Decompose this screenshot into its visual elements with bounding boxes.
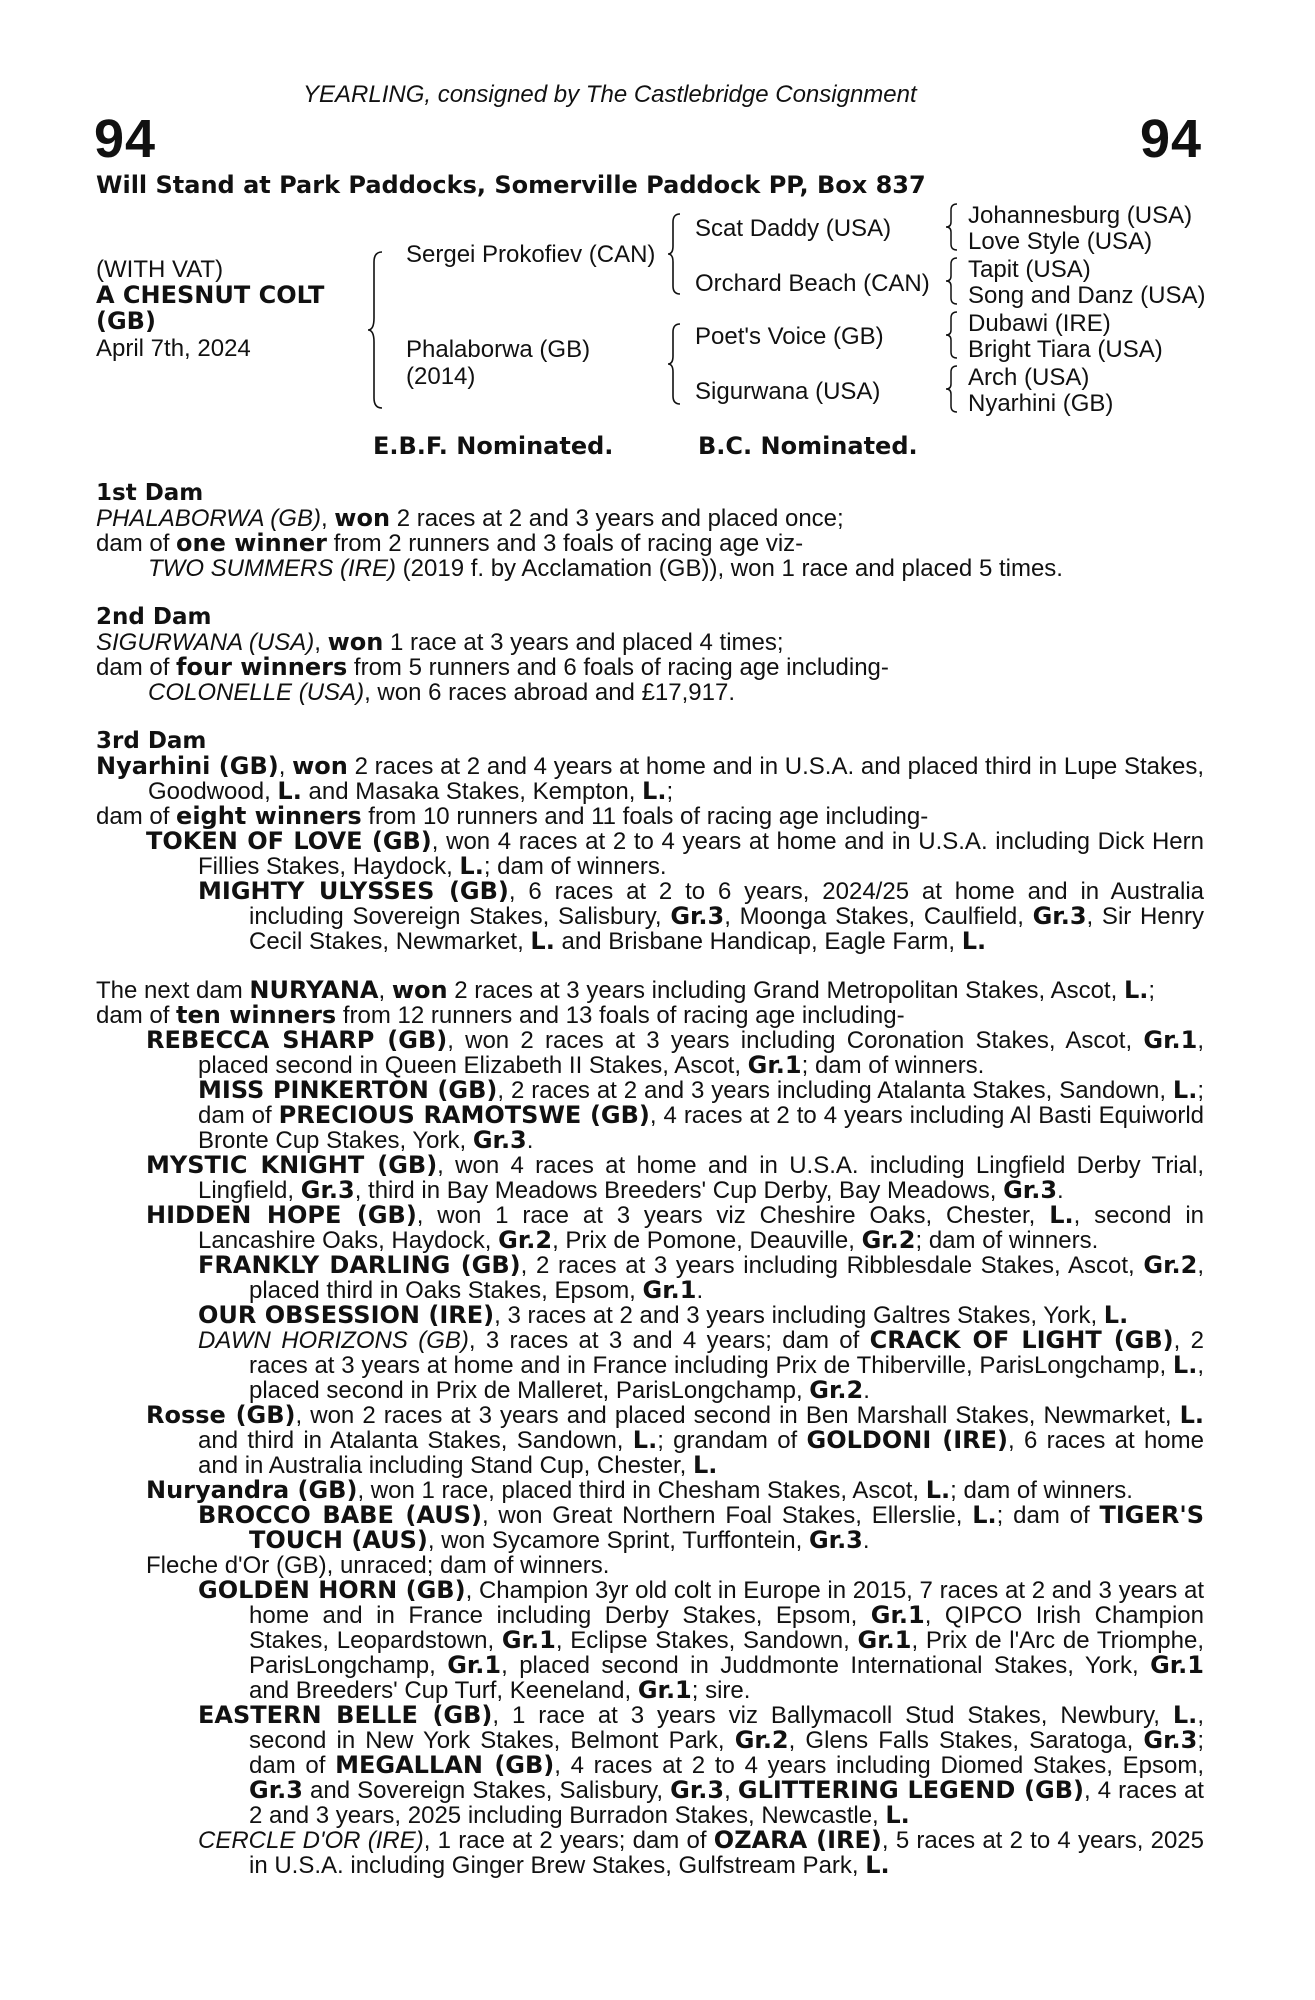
horse-name: A CHESNUT COLT xyxy=(96,281,325,309)
third-dam-heading: 3rd Dam xyxy=(96,728,207,754)
pedigree-brace-g2 xyxy=(946,256,960,306)
lot-number-right: 94 xyxy=(1140,109,1203,169)
pedigree-brace-g4 xyxy=(946,364,960,414)
produce-rosse: Rosse (GB), won 2 races at 3 years and placed second in Ben Marshall Stakes, Newmarket, L. and third in Atalanta Stakes, Sandown, L.; grandam of GOLDONI (IRE), 6 races at home and in Australia including Stand Cup, Chester, L. xyxy=(146,1401,1204,1479)
sire-name: Sergei Prokofiev (CAN) xyxy=(406,241,656,268)
second-dam-record: SIGURWANA (USA), won 1 race at 3 years and placed 4 times; xyxy=(96,628,784,656)
ancestor-arch: Arch (USA) xyxy=(968,364,1090,391)
produce-frankly-darling: FRANKLY DARLING (GB), 2 races at 3 years including Ribblesdale Stakes, Ascot, Gr.2, placed third in Oaks Stakes, Epsom, Gr.1. xyxy=(198,1251,1204,1304)
horse-country: (GB) xyxy=(96,307,156,335)
ancestor-song-and-danz: Song and Danz (USA) xyxy=(968,282,1206,309)
ancestor-johannesburg: Johannesburg (USA) xyxy=(968,202,1193,229)
third-dam-produce-token-of-love: TOKEN OF LOVE (GB), won 4 races at 2 to 4 years at home and in U.S.A. including Dick Hern Fillies Stakes, Haydock, L.; dam of winners. xyxy=(146,827,1204,880)
lot-number-left: 94 xyxy=(94,109,157,169)
ancestor-bright-tiara: Bright Tiara (USA) xyxy=(968,336,1163,363)
second-dam-produce-summary: dam of four winners from 5 runners and 6 foals of racing age including- xyxy=(96,653,889,681)
ebf-nomination: E.B.F. Nominated. xyxy=(373,432,614,460)
second-dam-produce: COLONELLE (USA), won 6 races abroad and £17,917. xyxy=(148,679,735,706)
first-dam-heading: 1st Dam xyxy=(96,480,204,506)
first-dam-produce-summary: dam of one winner from 2 runners and 3 foals of racing age viz- xyxy=(96,529,804,557)
produce-fleche-dor: Fleche d'Or (GB), unraced; dam of winners. xyxy=(146,1552,610,1579)
sire-dam-name: Orchard Beach (CAN) xyxy=(695,270,930,297)
produce-rebecca-sharp: REBECCA SHARP (GB), won 2 races at 3 years including Coronation Stakes, Ascot, Gr.1, placed second in Queen Elizabeth II Stakes, Ascot, Gr.1; dam of winners. xyxy=(146,1026,1204,1079)
pedigree-brace-sire xyxy=(668,212,684,296)
dam-name: Phalaborwa (GB) xyxy=(406,336,591,363)
next-dam-record: The next dam NURYANA, won 2 races at 3 years including Grand Metropolitan Stakes, Ascot, L.; xyxy=(96,976,1156,1004)
first-dam-record: PHALABORWA (GB), won 2 races at 2 and 3 years and placed once; xyxy=(96,504,844,532)
ancestor-dubawi: Dubawi (IRE) xyxy=(968,310,1111,337)
pedigree-brace-g3 xyxy=(946,310,960,360)
ancestor-love-style: Love Style (USA) xyxy=(968,228,1153,255)
third-dam-record: Nyarhini (GB), won 2 races at 2 and 4 years at home and in U.S.A. and placed third in Lupe Stakes, Goodwood, L. and Masaka Stakes, Kempton, L.; xyxy=(96,752,1205,805)
produce-hidden-hope: HIDDEN HOPE (GB), won 1 race at 3 years viz Cheshire Oaks, Chester, L., second in Lancashire Oaks, Haydock, Gr.2, Prix de Pomone, Deauville, Gr.2; dam of winners. xyxy=(146,1201,1205,1254)
produce-miss-pinkerton: MISS PINKERTON (GB), 2 races at 2 and 3 years including Atalanta Stakes, Sandown, L.; dam of PRECIOUS RAMOTSWE (GB), 4 races at 2 to 4 years including Al Basti Equiworld Bronte Cup Stakes, York, Gr.3. xyxy=(198,1076,1205,1154)
first-dam-produce: TWO SUMMERS (IRE) (2019 f. by Acclamation (GB)), won 1 race and placed 5 times. xyxy=(148,555,1063,582)
vat-note: (WITH VAT) xyxy=(96,256,224,283)
produce-mystic-knight: MYSTIC KNIGHT (GB), won 4 races at home and in U.S.A. including Lingfield Derby Trial, Lingfield, Gr.3, third in Bay Meadows Breeders' Cup Derby, Bay Meadows, Gr.3. xyxy=(146,1151,1204,1204)
produce-eastern-belle: EASTERN BELLE (GB), 1 race at 3 years viz Ballymacoll Stud Stakes, Newbury, L., second in New York Stakes, Belmont Park, Gr.2, Glens Falls Stakes, Saratoga, Gr.3; dam of MEGALLAN (GB), 4 races at 2 to 4 years including Diomed Stakes, Epsom, Gr.3 and Sovereign Stakes, Salisbury, Gr.3, GLITTERING LEGEND (GB), 4 races at 2 and 3 years, 2025 including Burradon Stakes, Newcastle, L. xyxy=(198,1701,1204,1829)
produce-brocco-babe: BROCCO BABE (AUS), won Great Northern Foal Stakes, Ellerslie, L.; dam of TIGER'S TOUCH (AUS), won Sycamore Sprint, Turffontein, Gr.3. xyxy=(198,1501,1204,1554)
foaling-date: April 7th, 2024 xyxy=(96,335,251,362)
first-dam-section xyxy=(96,481,1204,581)
next-dam-produce-summary: dam of ten winners from 12 runners and 13 foals of racing age including- xyxy=(96,1001,905,1029)
dam-sire-name: Poet's Voice (GB) xyxy=(695,323,884,350)
pedigree-brace-main xyxy=(368,250,388,410)
next-dam-section xyxy=(96,978,1204,1878)
produce-golden-horn: GOLDEN HORN (GB), Champion 3yr old colt in Europe in 2015, 7 races at 2 and 3 years at home and in France including Derby Stakes, Epsom, Gr.1, QIPCO Irish Champion Stakes, Leopardstown, Gr.1, Eclipse Stakes, Sandown, Gr.1, Prix de l'Arc de Triomphe, ParisLongchamp, Gr.1, placed second in Juddmonte International Stakes, York, Gr.1 and Breeders' Cup Turf, Keeneland, Gr.1; sire. xyxy=(198,1576,1205,1704)
third-dam-section xyxy=(96,729,1204,954)
dam-dam-name: Sigurwana (USA) xyxy=(695,378,881,405)
sire-sire-name: Scat Daddy (USA) xyxy=(695,215,892,242)
pedigree-brace-g1 xyxy=(946,202,960,252)
consignment-line: YEARLING, consigned by The Castlebridge Consignment xyxy=(303,81,917,108)
ancestor-nyarhini: Nyarhini (GB) xyxy=(968,390,1114,417)
produce-nuryandra: Nuryandra (GB), won 1 race, placed third in Chesham Stakes, Ascot, L.; dam of winners. xyxy=(146,1476,1133,1504)
pedigree-brace-dam xyxy=(668,322,684,406)
ancestor-tapit: Tapit (USA) xyxy=(968,256,1091,283)
produce-dawn-horizons: DAWN HORIZONS (GB), 3 races at 3 and 4 years; dam of CRACK OF LIGHT (GB), 2 races at 3 years at home and in France including Prix de Thiberville, ParisLongchamp, L., placed second in Prix de Malleret, ParisLongchamp, Gr.2. xyxy=(198,1326,1204,1404)
second-dam-section xyxy=(96,605,1204,705)
third-dam-produce-summary: dam of eight winners from 10 runners and 11 foals of racing age including- xyxy=(96,802,929,830)
second-dam-heading: 2nd Dam xyxy=(96,604,212,630)
produce-cercle-dor: CERCLE D'OR (IRE), 1 race at 2 years; dam of OZARA (IRE), 5 races at 2 to 4 years, 2025 in U.S.A. including Ginger Brew Stakes, Gulfstream Park, L. xyxy=(198,1826,1204,1879)
bc-nomination: B.C. Nominated. xyxy=(698,432,918,460)
produce-our-obsession: OUR OBSESSION (IRE), 3 races at 2 and 3 years including Galtres Stakes, York, L. xyxy=(198,1301,1129,1329)
third-dam-produce-mighty-ulysses: MIGHTY ULYSSES (GB), 6 races at 2 to 6 years, 2024/25 at home and in Australia including Sovereign Stakes, Salisbury, Gr.3, Moonga Stakes, Caulfield, Gr.3, Sir Henry Cecil Stakes, Newmarket, L. and Brisbane Handicap, Eagle Farm, L. xyxy=(198,877,1204,955)
stabling-line: Will Stand at Park Paddocks, Somerville Paddock PP, Box 837 xyxy=(96,171,926,199)
dam-lines xyxy=(96,481,1204,1878)
dam-year: (2014) xyxy=(406,363,476,390)
